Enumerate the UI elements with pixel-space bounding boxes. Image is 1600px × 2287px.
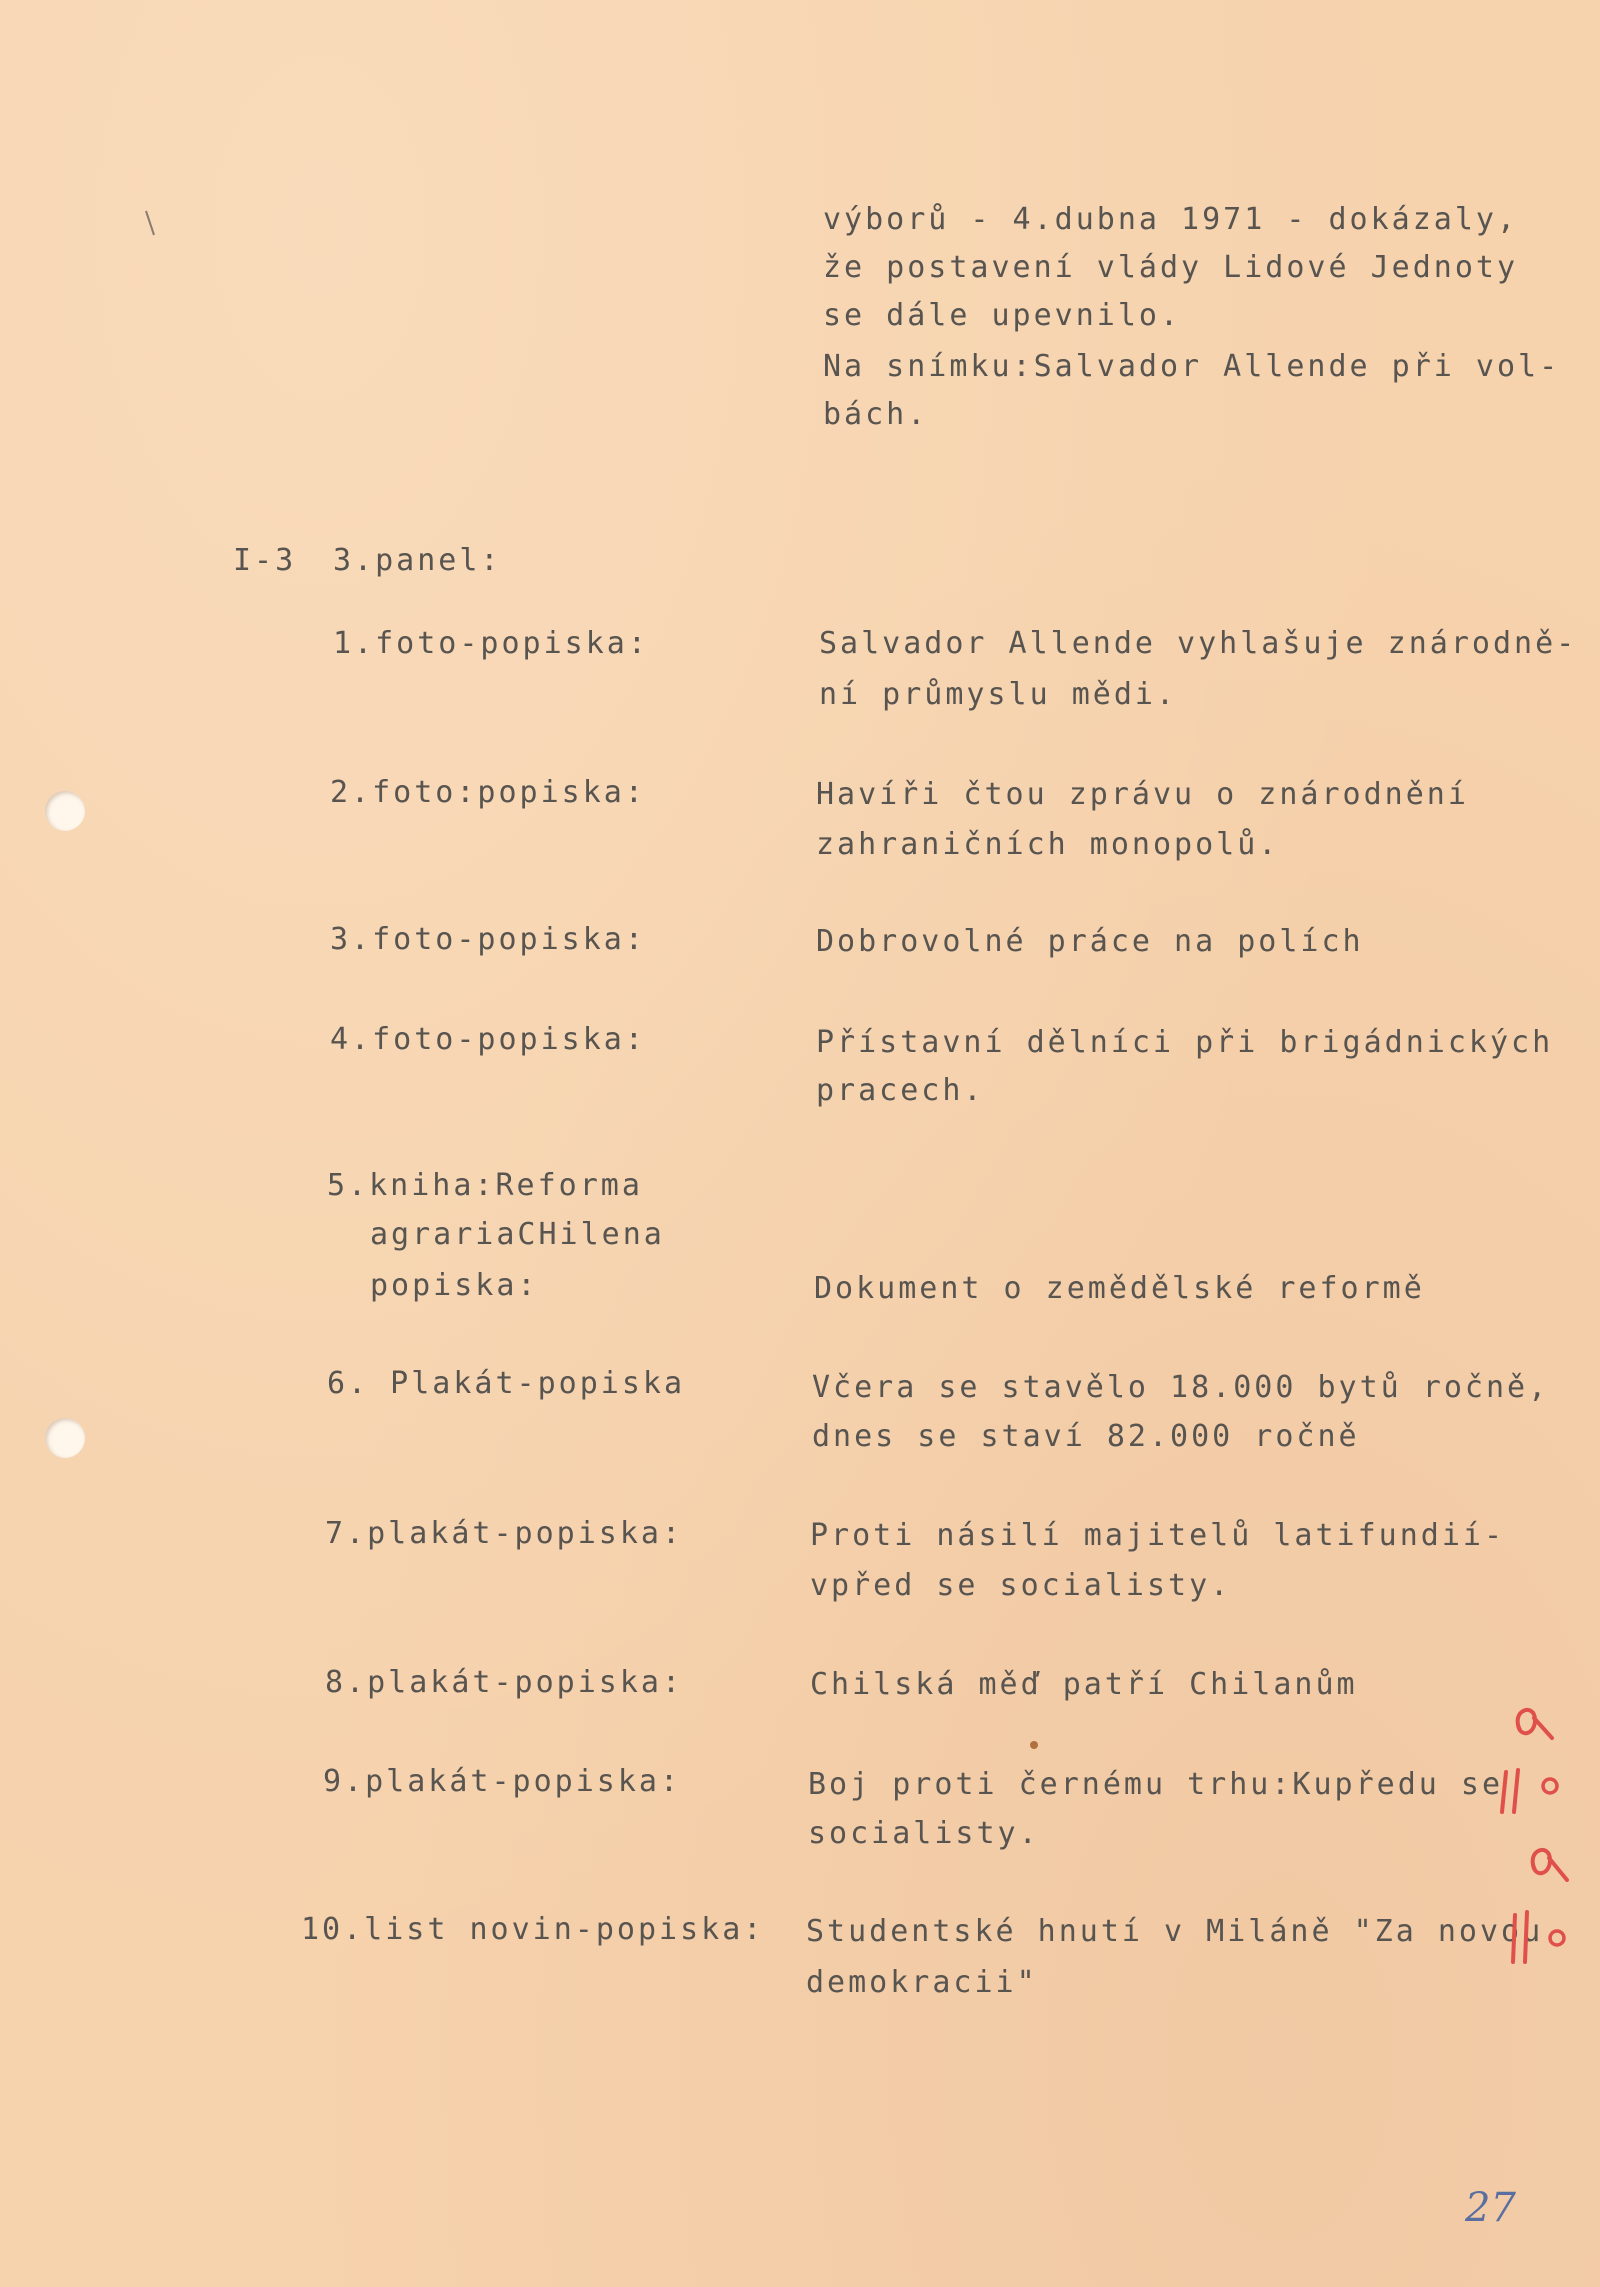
item-label: 5.kniha:Reforma <box>327 1168 643 1203</box>
intro-line: bách. <box>823 397 929 432</box>
item-caption: Havíři čtou zprávu o znárodnění <box>816 777 1469 812</box>
intro-line: se dále upevnilo. <box>823 298 1182 333</box>
section-title: 3.panel: <box>333 543 502 578</box>
item-caption: ní průmyslu mědi. <box>819 677 1178 712</box>
intro-line: že postavení vlády Lidové Jednoty <box>823 250 1519 285</box>
page-number: 27 <box>1465 2185 1516 2231</box>
item-label: 9.plakát-popiska: <box>323 1764 682 1799</box>
item-caption: Včera se stavělo 18.000 bytů ročně, <box>812 1370 1550 1405</box>
item-caption: demokracii" <box>806 1965 1038 2000</box>
item-caption: Studentské hnutí v Miláně "Za novou <box>806 1914 1544 1949</box>
item-label: 8.plakát-popiska: <box>325 1665 684 1700</box>
intro-line: Na snímku:Salvador Allende při vol- <box>823 349 1561 384</box>
item-caption: socialisty. <box>808 1816 1040 1851</box>
red-pencil-mark <box>1505 1840 1585 1980</box>
pencil-tick-mark <box>140 205 170 245</box>
item-caption: Dobrovolné práce na polích <box>816 924 1364 959</box>
ink-speck <box>1030 1741 1038 1749</box>
item-caption: Boj proti černému trhu:Kupředu se <box>808 1767 1504 1802</box>
item-caption: pracech. <box>816 1073 985 1108</box>
punch-hole-top <box>45 791 85 831</box>
item-label: 1.foto-popiska: <box>333 626 649 661</box>
item-label: 3.foto-popiska: <box>330 922 646 957</box>
section-code: I-3 <box>233 543 297 578</box>
item-caption: zahraničních monopolů. <box>816 827 1280 862</box>
item-caption: Dokument o zemědělské reformě <box>814 1271 1425 1306</box>
item-label: 10.list novin-popiska: <box>301 1912 765 1947</box>
item-caption: Proti násilí majitelů latifundií- <box>810 1518 1506 1553</box>
item-label: 6. Plakát-popiska <box>327 1366 686 1401</box>
item-caption: dnes se staví 82.000 ročně <box>812 1419 1360 1454</box>
intro-line: výborů - 4.dubna 1971 - dokázaly, <box>823 202 1519 237</box>
red-pencil-mark <box>1490 1700 1570 1830</box>
item-label: 2.foto:popiska: <box>330 775 646 810</box>
item-label: popiska: <box>370 1268 539 1303</box>
item-label: 7.plakát-popiska: <box>325 1516 684 1551</box>
item-label: 4.foto-popiska: <box>330 1022 646 1057</box>
item-caption: vpřed se socialisty. <box>810 1568 1232 1603</box>
item-caption: Chilská měď patří Chilanům <box>810 1667 1358 1702</box>
item-label: agrariaCHilena <box>370 1217 665 1252</box>
item-caption: Přístavní dělníci při brigádnických <box>816 1025 1554 1060</box>
item-caption: Salvador Allende vyhlašuje znárodně- <box>819 626 1578 661</box>
punch-hole-bottom <box>45 1418 85 1458</box>
